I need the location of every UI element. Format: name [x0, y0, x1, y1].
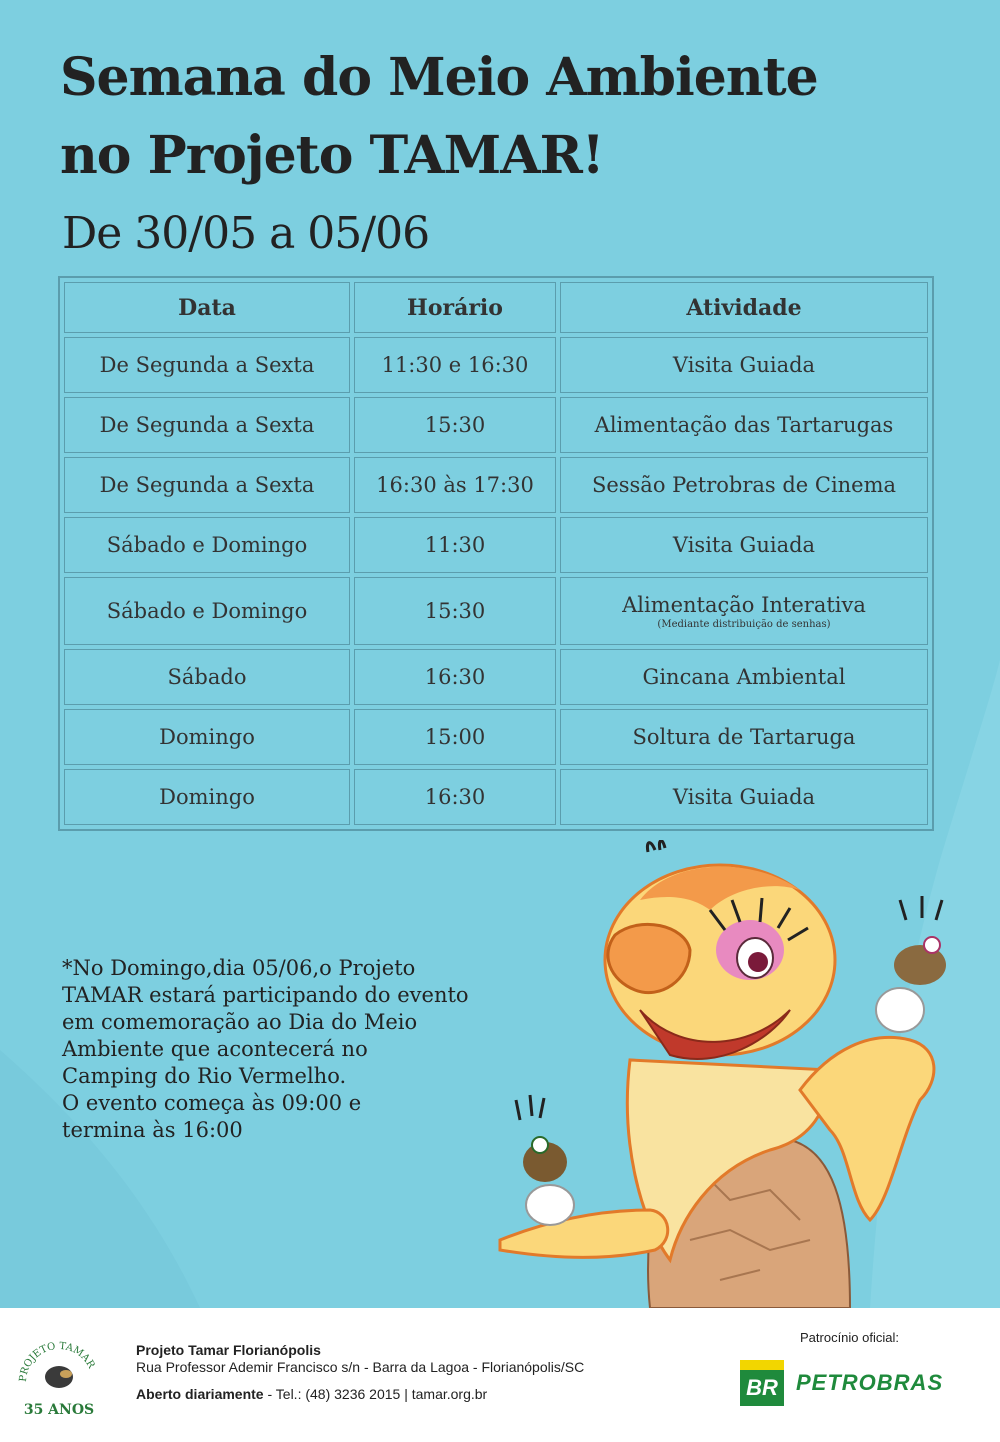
- hours-label: Aberto diariamente: [136, 1386, 264, 1402]
- row-day: Sábado e Domingo: [64, 517, 350, 573]
- turtle-mascot-illustration: [470, 840, 990, 1308]
- row-activity: Visita Guiada: [560, 517, 928, 573]
- row-day: De Segunda a Sexta: [64, 337, 350, 393]
- sponsor-label: Patrocínio oficial:: [800, 1330, 899, 1345]
- row-day: Domingo: [64, 709, 350, 765]
- row-day: Sábado e Domingo: [64, 577, 350, 645]
- hours-contact: [136, 1386, 487, 1402]
- row-day: De Segunda a Sexta: [64, 457, 350, 513]
- footnote-line: Ambiente que acontecerá no: [62, 1037, 368, 1061]
- row-activity: Soltura de Tartaruga: [560, 709, 928, 765]
- row-time: 15:00: [354, 709, 556, 765]
- projeto-tamar-logo: [14, 1322, 104, 1422]
- footnote-line: O evento começa às 09:00 e: [62, 1091, 362, 1115]
- table-row: [64, 577, 928, 645]
- row-time: 16:30: [354, 649, 556, 705]
- br-logo-mark: BR: [740, 1360, 784, 1406]
- header-activity: Atividade: [560, 282, 928, 333]
- schedule-table: [58, 276, 934, 831]
- footnote-line: TAMAR estará participando do evento: [62, 983, 469, 1007]
- petrobras-logo-text: PETROBRAS: [796, 1370, 944, 1395]
- table-row: [64, 517, 928, 573]
- footnote-line: Camping do Rio Vermelho.: [62, 1064, 347, 1088]
- row-activity: Sessão Petrobras de Cinema: [560, 457, 928, 513]
- row-activity: Alimentação Interativa: [622, 592, 866, 617]
- title-line-2: no Projeto TAMAR!: [60, 125, 604, 186]
- footnote-line: *No Domingo,dia 05/06,o Projeto: [62, 956, 416, 980]
- logo-text-top: PROJETO TAMAR: [17, 1340, 97, 1383]
- table-row: [64, 397, 928, 453]
- table-row: [64, 709, 928, 765]
- row-activity: Gincana Ambiental: [560, 649, 928, 705]
- row-time: 16:30: [354, 769, 556, 825]
- row-day: Sábado: [64, 649, 350, 705]
- title-line-1: Semana do Meio Ambiente: [60, 47, 818, 108]
- address: Rua Professor Ademir Francisco s/n - Barra da Lagoa - Florianópolis/SC: [136, 1359, 585, 1375]
- logo-text-bottom: 35 ANOS: [23, 1402, 95, 1418]
- table-row: [64, 337, 928, 393]
- row-time: 15:30: [354, 397, 556, 453]
- row-time: 11:30 e 16:30: [354, 337, 556, 393]
- table-row: [64, 649, 928, 705]
- table-row: [64, 457, 928, 513]
- contact-info: - Tel.: (48) 3236 2015 | tamar.org.br: [263, 1386, 488, 1402]
- row-activity-note: (Mediante distribuição de senhas): [657, 618, 831, 630]
- row-day: Domingo: [64, 769, 350, 825]
- header-date: Data: [64, 282, 350, 333]
- footnote-line: em comemoração ao Dia do Meio: [62, 1010, 418, 1034]
- row-activity-cell: [560, 577, 928, 645]
- org-name: Projeto Tamar Florianópolis: [136, 1342, 321, 1358]
- address-block: [136, 1342, 584, 1376]
- table-header-row: [64, 282, 928, 333]
- table-row: [64, 769, 928, 825]
- date-range: De 30/05 a 05/06: [62, 208, 430, 259]
- row-time: 16:30 às 17:30: [354, 457, 556, 513]
- row-time: 11:30: [354, 517, 556, 573]
- row-activity: Visita Guiada: [560, 337, 928, 393]
- footnote-line: termina às 16:00: [62, 1118, 243, 1142]
- row-activity: Alimentação das Tartarugas: [560, 397, 928, 453]
- row-time: 15:30: [354, 577, 556, 645]
- row-day: De Segunda a Sexta: [64, 397, 350, 453]
- row-activity: Visita Guiada: [560, 769, 928, 825]
- footer: [0, 1308, 1000, 1442]
- header-time: Horário: [354, 282, 556, 333]
